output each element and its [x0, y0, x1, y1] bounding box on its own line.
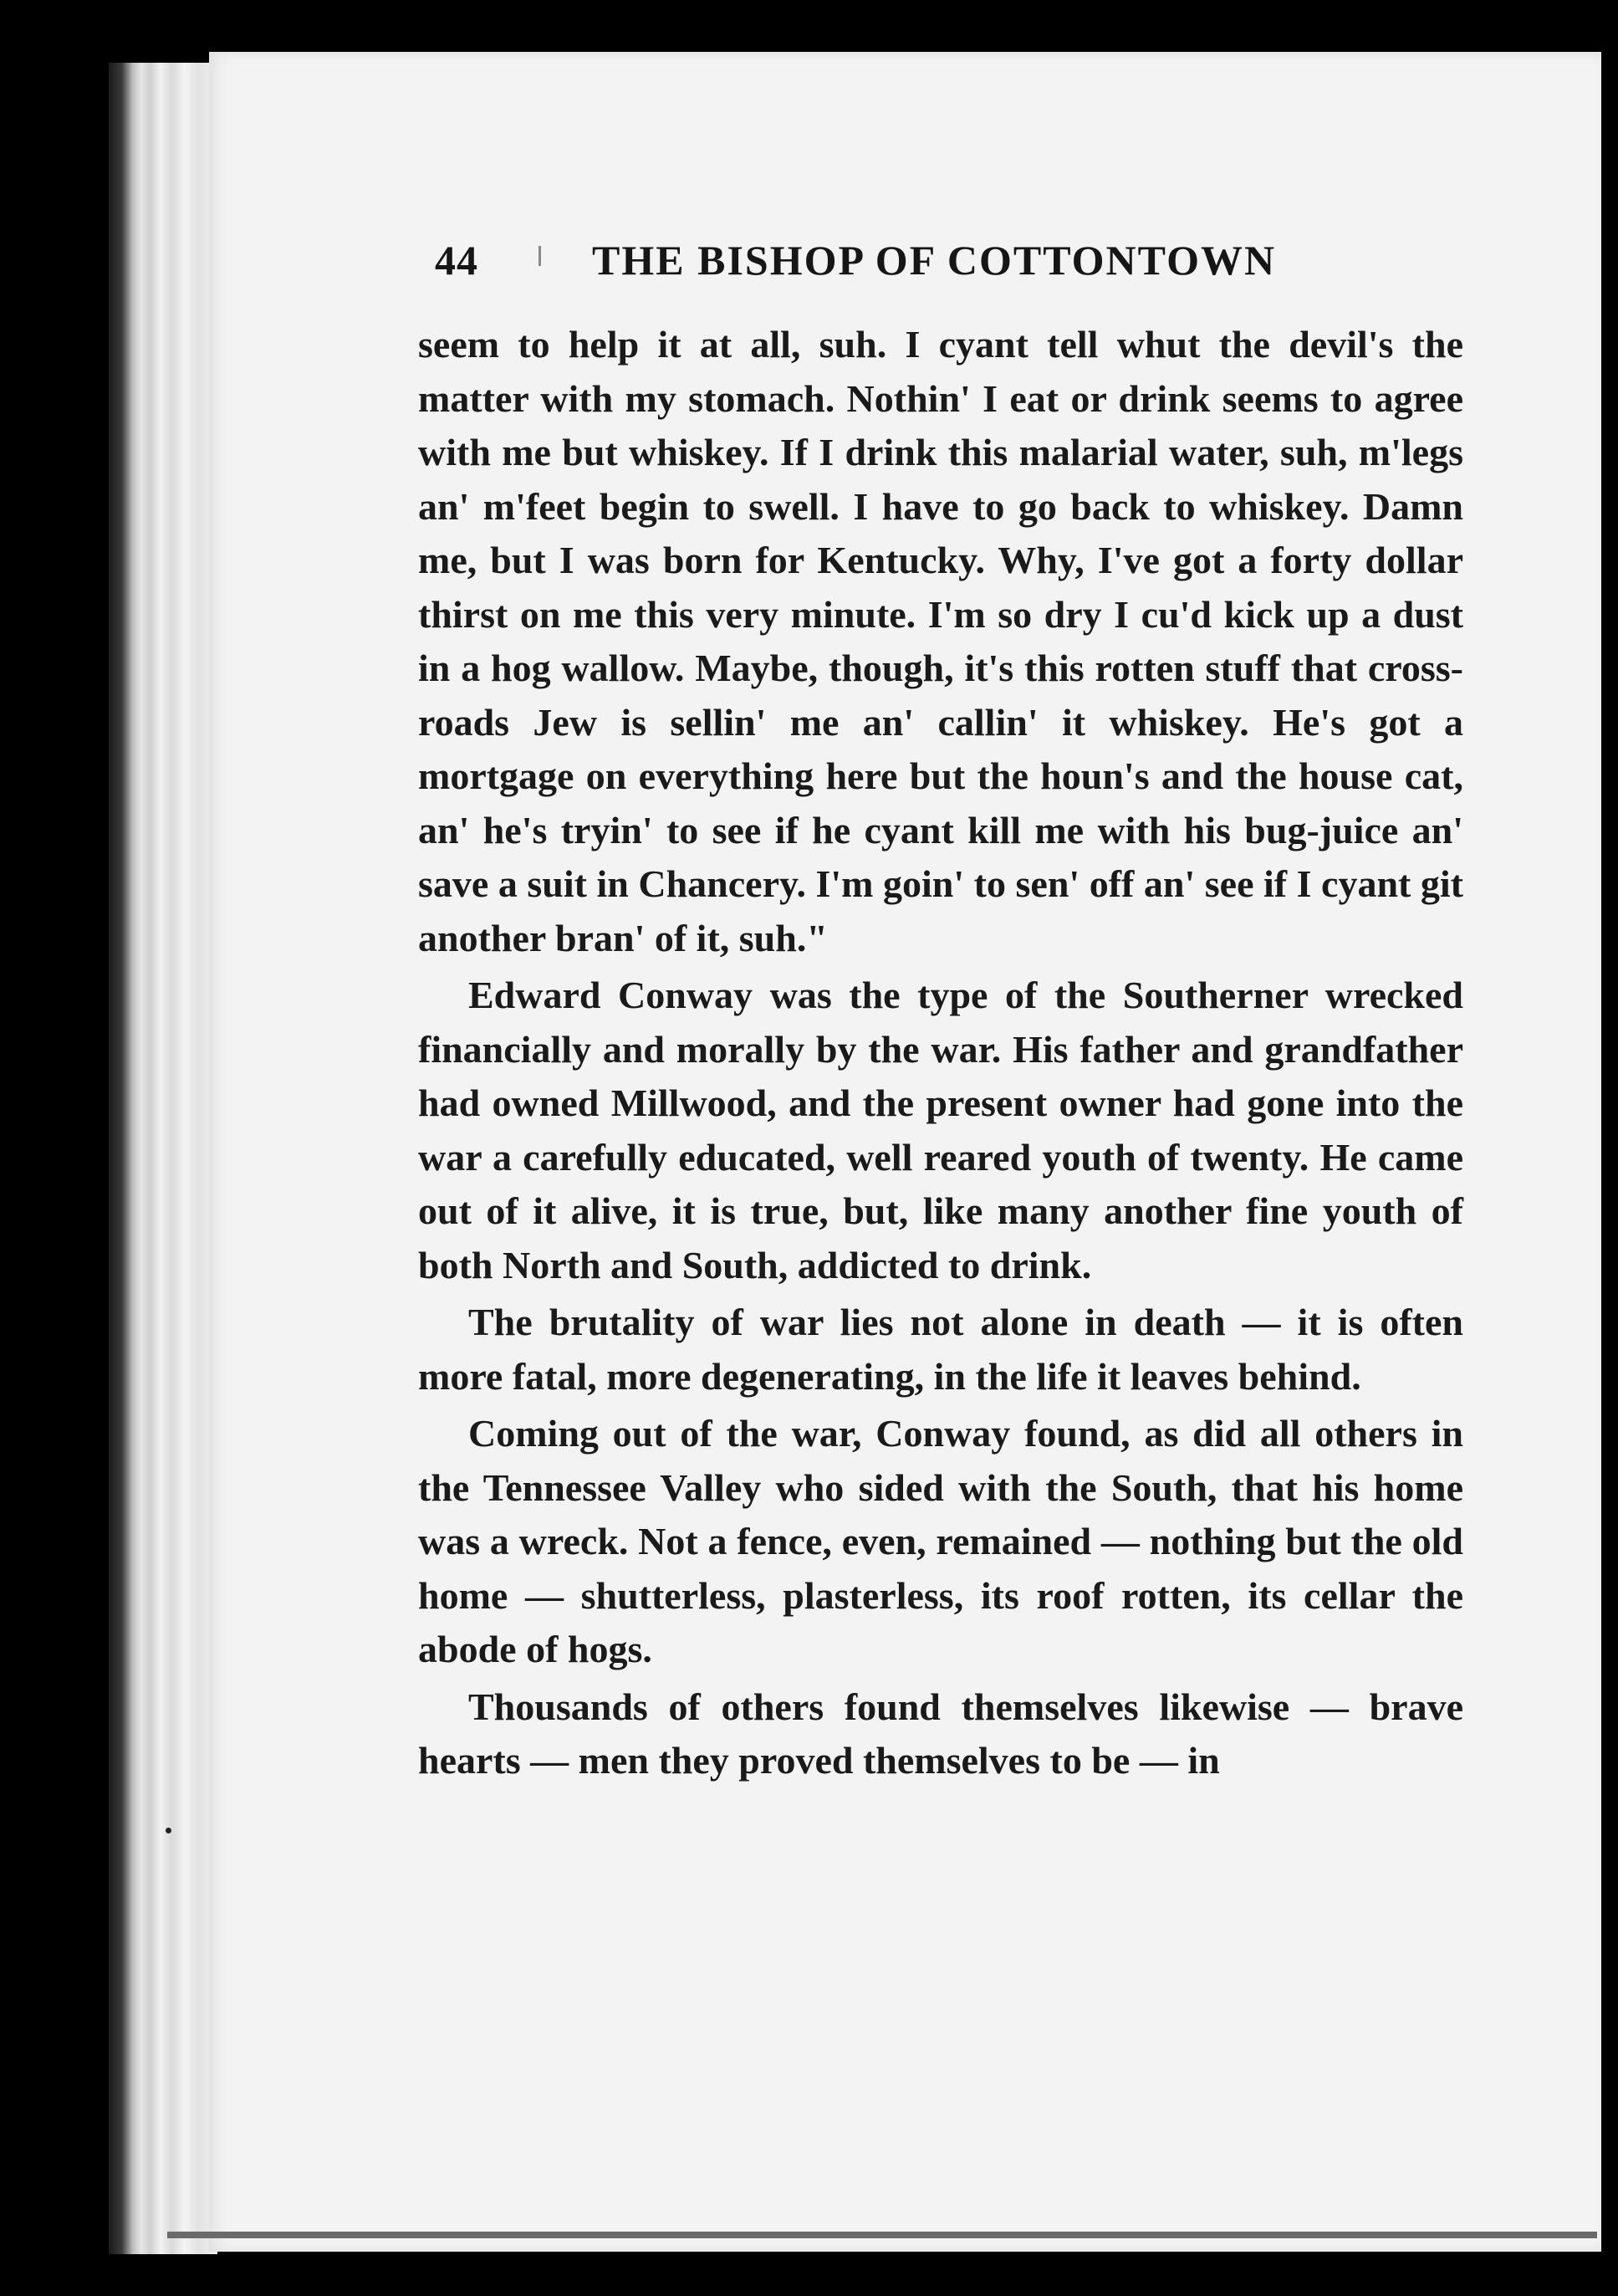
- page-number: 44: [435, 237, 478, 284]
- paragraph-3: The brutality of war lies not alone in death — it is often more fatal, more degenerating, in the life it leaves behind.: [418, 1301, 1463, 1398]
- paragraph-5: Thousands of others found themselves likewise — brave hearts — men they proved themselves to be — in: [418, 1685, 1463, 1782]
- book-page-edges: [109, 63, 217, 2254]
- book-title: THE BISHOP OF COTTONTOWN: [592, 237, 1277, 284]
- running-head: [435, 236, 1338, 294]
- paragraph-4: Coming out of the war, Conway found, as did all others in the Tennessee Valley who sided with the South, that his home was a wreck. Not a fence, even, remained — nothing but the old home — shutterless, plasterless, its roof rotten, its cellar the abode of hogs.: [418, 1412, 1463, 1670]
- page-bottom-edge: [167, 2232, 1597, 2238]
- running-head-divider: [538, 246, 541, 266]
- paragraph-2: Edward Conway was the type of the Southerner wrecked financially and morally by the war. His father and grandfather had owned Millwood, and the present owner had gone into the war a carefully educated, well reared youth of twenty. He came out of it alive, it is true, but, like many another fine youth of both North and South, addicted to drink.: [418, 974, 1463, 1286]
- margin-speck: [166, 1828, 171, 1833]
- text-body: [418, 318, 1463, 1788]
- paragraph-1-continued: seem to help it at all, suh. I cyant tell whut the devil's the matter with my stomach. Nothin' I eat or drink seems to agree with me but whiskey. If I drink this malarial water, suh, m'legs an' m'feet begin to swell. I have to go back to whiskey. Damn me, but I was born for Kentucky. Why, I've got a forty dollar thirst on me this very minute. I'm so dry I cu'd kick up a dust in a hog wallow. Maybe, though, it's this rotten stuff that cross-roads Jew is sellin' me an' callin' it whiskey. He's got a mortgage on everything here but the houn's and the house cat, an' he's tryin' to see if he cyant kill me with his bug-juice an' save a suit in Chancery. I'm goin' to sen' off an' see if I cyant git another bran' of it, suh.": [418, 323, 1463, 959]
